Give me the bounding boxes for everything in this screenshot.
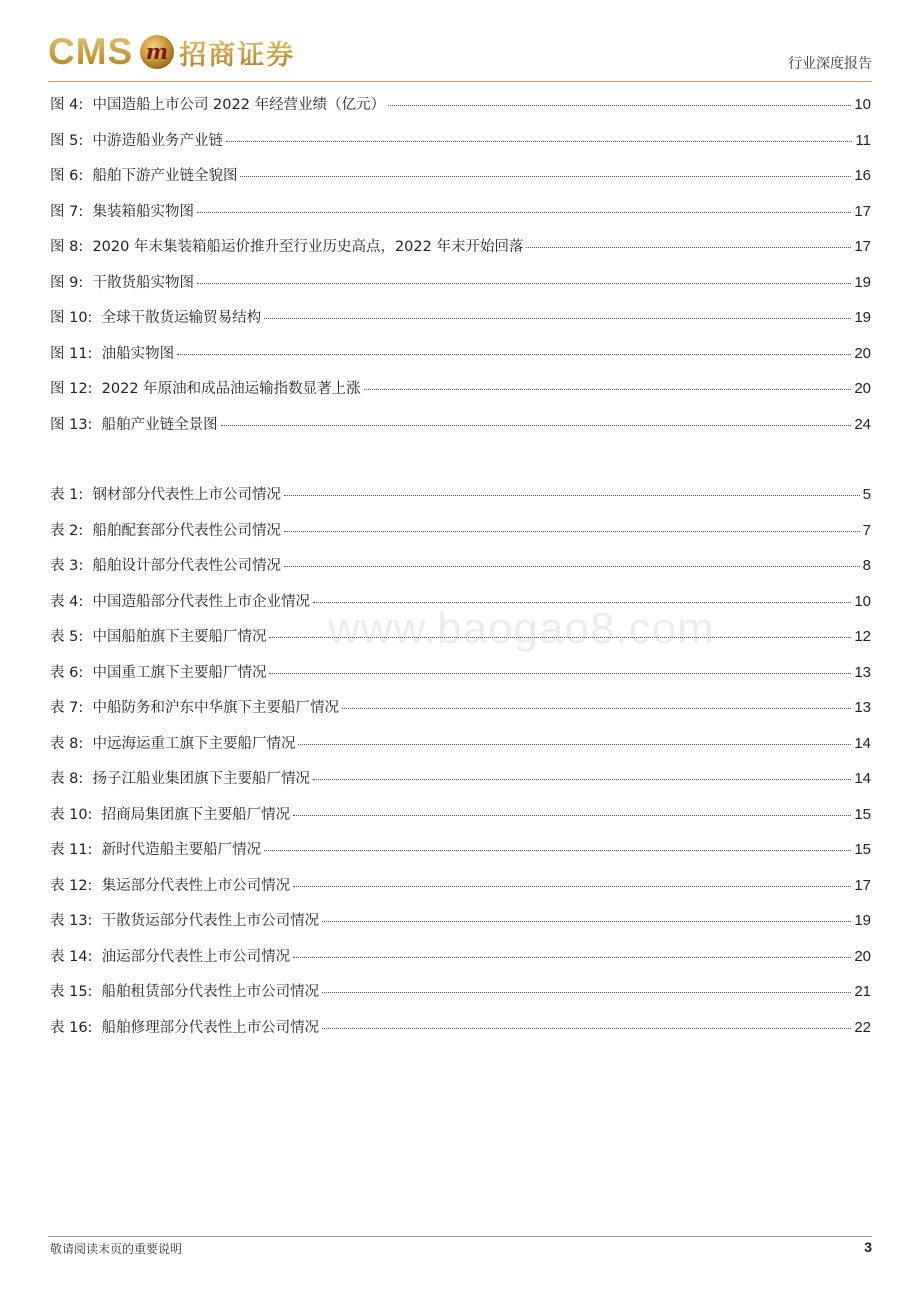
- toc-entry-label: 表 16:: [50, 1019, 93, 1036]
- toc-dot-leader: [526, 246, 851, 248]
- toc-dot-leader: [284, 494, 860, 496]
- figure-index-entry[interactable]: [50, 377, 871, 413]
- table-index-entry[interactable]: [50, 874, 871, 910]
- table-index-entry[interactable]: [50, 696, 871, 732]
- footer-note: 敬请阅读末页的重要说明: [50, 1242, 183, 1256]
- toc-dot-leader: [197, 211, 851, 213]
- toc-entry-title: 船舶修理部分代表性上市公司情况: [101, 1019, 320, 1036]
- figure-index-entry[interactable]: [50, 129, 871, 165]
- toc-entry-label: 图 10:: [50, 310, 93, 326]
- toc-entry-label: 表 5:: [50, 629, 84, 645]
- logo-latin-text: CMS: [48, 31, 134, 72]
- figure-index-entry[interactable]: [50, 235, 871, 271]
- toc-label-spacer: [92, 807, 101, 823]
- report-type-label: 行业深度报告: [788, 56, 872, 72]
- toc-label-spacer: [92, 878, 101, 894]
- toc-dot-leader: [177, 353, 851, 355]
- toc-label-spacer: [83, 168, 92, 184]
- table-index-entry[interactable]: [50, 945, 871, 981]
- toc-entry-page: 14: [854, 734, 871, 752]
- toc-entry-title: 新时代造船主要船厂情况: [101, 842, 262, 858]
- toc-entry-label: 表 3:: [50, 558, 84, 574]
- toc-label-spacer: [83, 594, 92, 610]
- toc-entry-page: 24: [854, 415, 871, 433]
- toc-entry-title: 中远海运重工旗下主要船厂情况: [92, 735, 296, 752]
- toc-entry-title: 2020 年末集装箱船运价推升至行业历史高点，2022 年末开始回落: [92, 239, 524, 255]
- toc-entry-label: 图 11:: [50, 345, 93, 362]
- toc-entry-label: 表 11:: [50, 842, 93, 858]
- toc-label-spacer: [83, 239, 92, 255]
- toc-entry-title: 全球干散货运输贸易结构: [101, 310, 262, 326]
- toc-entry-title: 集装箱船实物图: [92, 203, 194, 220]
- toc-entry-label: 图 6:: [50, 168, 84, 184]
- table-index-entry[interactable]: [50, 767, 871, 803]
- toc-entry-page: 20: [854, 947, 871, 965]
- toc-entry-title: 船舶配套部分代表性公司情况: [92, 522, 281, 539]
- toc-entry-label: 图 7:: [50, 203, 84, 220]
- toc-entry-title: 中国船舶旗下主要船厂情况: [92, 629, 267, 645]
- toc-entry-page: 19: [854, 309, 871, 326]
- page-header: [0, 0, 920, 84]
- table-index-entry[interactable]: [50, 803, 871, 839]
- toc-dot-leader: [293, 814, 851, 816]
- table-index-list: [50, 483, 871, 1051]
- toc-entry-page: 13: [854, 663, 871, 681]
- toc-entry-label: 表 4:: [50, 593, 84, 610]
- toc-entry-label: 图 5:: [50, 132, 84, 149]
- toc-entry-label: 表 8:: [50, 771, 84, 787]
- toc-dot-leader: [322, 920, 851, 922]
- toc-label-spacer: [92, 346, 101, 362]
- figure-index-entry[interactable]: [50, 93, 871, 129]
- toc-dot-leader: [264, 849, 851, 851]
- toc-label-spacer: [92, 984, 101, 1000]
- page-number: 3: [864, 1239, 872, 1255]
- toc-dot-leader: [388, 104, 851, 106]
- header-divider: [48, 81, 872, 82]
- table-index-entry[interactable]: [50, 732, 871, 768]
- toc-label-spacer: [92, 842, 101, 858]
- toc-entry-page: 19: [854, 273, 871, 291]
- watermark: www.baogao8.com: [328, 604, 715, 653]
- toc-dot-leader: [197, 282, 851, 284]
- toc-entry-label: 表 1:: [50, 487, 84, 503]
- toc-entry-page: 20: [854, 344, 871, 362]
- toc-dot-leader: [284, 565, 860, 567]
- toc-dot-leader: [226, 140, 852, 142]
- toc-entry-page: 15: [854, 805, 871, 823]
- toc-dot-leader: [313, 778, 851, 780]
- toc-entry-title: 2022 年原油和成品油运输指数显著上涨: [101, 381, 361, 397]
- toc-entry-page: 15: [854, 841, 871, 858]
- figure-index-entry[interactable]: [50, 342, 871, 378]
- toc-dot-leader: [284, 530, 860, 532]
- toc-label-spacer: [83, 523, 92, 539]
- toc-entry-page: 17: [854, 238, 871, 255]
- toc-entry-title: 中国造船上市公司 2022 年经营业绩（亿元）: [92, 97, 386, 113]
- toc-label-spacer: [83, 629, 92, 645]
- toc-entry-page: 17: [854, 202, 871, 220]
- table-index-entry[interactable]: [50, 519, 871, 555]
- toc-entry-label: 表 8:: [50, 735, 84, 752]
- toc-entry-label: 表 7:: [50, 700, 84, 716]
- toc-entry-title: 扬子江船业集团旗下主要船厂情况: [92, 771, 310, 787]
- toc-entry-page: 20: [854, 380, 871, 397]
- toc-dot-leader: [342, 707, 851, 709]
- toc-entry-label: 表 13:: [50, 913, 93, 929]
- toc-label-spacer: [83, 133, 92, 149]
- toc-entry-label: 表 14:: [50, 948, 93, 965]
- toc-entry-title: 中游造船业务产业链: [92, 132, 223, 149]
- table-index-entry[interactable]: [50, 980, 871, 1016]
- toc-entry-label: 表 10:: [50, 806, 93, 823]
- footer-divider: [48, 1236, 872, 1237]
- table-index-entry[interactable]: [50, 554, 871, 590]
- toc-entry-title: 集运部分代表性上市公司情况: [101, 877, 291, 894]
- toc-entry-label: 图 8:: [50, 239, 84, 255]
- toc-entry-title: 油船实物图: [101, 345, 175, 362]
- toc-entry-title: 干散货船实物图: [92, 274, 194, 291]
- toc-entry-page: 10: [854, 592, 871, 610]
- toc-entry-title: 中国造船部分代表性上市企业情况: [92, 593, 310, 610]
- toc-label-spacer: [83, 771, 92, 787]
- cms-logo: [48, 32, 295, 72]
- table-index-entry[interactable]: [50, 483, 871, 519]
- toc-entry-label: 图 4:: [50, 97, 84, 113]
- table-index-entry[interactable]: [50, 909, 871, 945]
- toc-entry-page: 19: [854, 912, 871, 929]
- toc-entry-title: 干散货运部分代表性上市公司情况: [101, 913, 320, 929]
- toc-dot-leader: [322, 991, 851, 993]
- toc-dot-leader: [221, 424, 852, 426]
- toc-entry-page: 17: [854, 876, 871, 894]
- toc-label-spacer: [83, 204, 92, 220]
- toc-entry-title: 船舶产业链全景图: [101, 416, 218, 433]
- toc-entry-page: 5: [862, 486, 871, 503]
- toc-dot-leader: [322, 1027, 851, 1029]
- toc-label-spacer: [83, 558, 92, 574]
- toc-label-spacer: [83, 700, 92, 716]
- toc-dot-leader: [264, 317, 851, 319]
- toc-entry-page: 12: [854, 628, 871, 645]
- toc-entry-label: 表 12:: [50, 877, 93, 894]
- toc-entry-page: 14: [854, 770, 871, 787]
- toc-dot-leader: [269, 672, 851, 674]
- toc-entry-title: 中船防务和沪东中华旗下主要船厂情况: [92, 700, 339, 716]
- toc-entry-page: 7: [862, 521, 871, 539]
- toc-label-spacer: [83, 275, 92, 291]
- toc-dot-leader: [293, 956, 851, 958]
- table-index-entry[interactable]: [50, 661, 871, 697]
- toc-entry-title: 船舶下游产业链全貌图: [92, 168, 238, 184]
- toc-label-spacer: [92, 949, 101, 965]
- toc-entry-label: 图 12:: [50, 381, 93, 397]
- toc-entry-title: 船舶租赁部分代表性上市公司情况: [101, 984, 320, 1000]
- toc-entry-label: 表 2:: [50, 522, 84, 539]
- toc-dot-leader: [364, 388, 852, 390]
- toc-entry-title: 船舶设计部分代表性公司情况: [92, 558, 281, 574]
- toc-entry-page: 10: [854, 96, 871, 113]
- figure-index-entry[interactable]: [50, 413, 871, 449]
- figure-index-list: [50, 93, 871, 448]
- toc-label-spacer: [92, 1020, 101, 1036]
- toc-label-spacer: [92, 310, 101, 326]
- toc-entry-title: 中国重工旗下主要船厂情况: [92, 664, 267, 681]
- toc-dot-leader: [293, 885, 851, 887]
- toc-entry-label: 表 15:: [50, 984, 93, 1000]
- toc-dot-leader: [240, 175, 851, 177]
- toc-dot-leader: [313, 601, 851, 603]
- toc-entry-label: 图 13:: [50, 416, 93, 433]
- toc-entry-title: 钢材部分代表性上市公司情况: [92, 487, 281, 503]
- toc-entry-label: 表 6:: [50, 664, 84, 681]
- figure-index-entry[interactable]: [50, 164, 871, 200]
- toc-label-spacer: [83, 97, 92, 113]
- toc-label-spacer: [83, 665, 92, 681]
- svg-text:m: m: [146, 39, 169, 64]
- toc-entry-page: 11: [855, 131, 871, 149]
- toc-label-spacer: [83, 736, 92, 752]
- toc-label-spacer: [83, 487, 92, 503]
- toc-label-spacer: [92, 417, 101, 433]
- toc-label-spacer: [92, 913, 101, 929]
- table-index-entry[interactable]: [50, 838, 871, 874]
- toc-entry-page: 13: [854, 699, 871, 716]
- toc-entry-title: 招商局集团旗下主要船厂情况: [101, 806, 291, 823]
- toc-entry-label: 图 9:: [50, 274, 84, 291]
- toc-entry-page: 16: [854, 167, 871, 184]
- logo-emblem-icon: [139, 34, 175, 70]
- figure-index-entry[interactable]: [50, 200, 871, 236]
- toc-label-spacer: [92, 381, 101, 397]
- toc-entry-page: 22: [854, 1018, 871, 1036]
- toc-entry-page: 8: [862, 557, 871, 574]
- logo-chinese-text: 招商证券: [179, 33, 295, 72]
- toc-dot-leader: [298, 743, 851, 745]
- toc-entry-title: 油运部分代表性上市公司情况: [101, 948, 291, 965]
- figure-index-entry[interactable]: [50, 271, 871, 307]
- toc-entry-page: 21: [854, 983, 871, 1000]
- table-index-entry[interactable]: [50, 1016, 871, 1052]
- figure-index-entry[interactable]: [50, 306, 871, 342]
